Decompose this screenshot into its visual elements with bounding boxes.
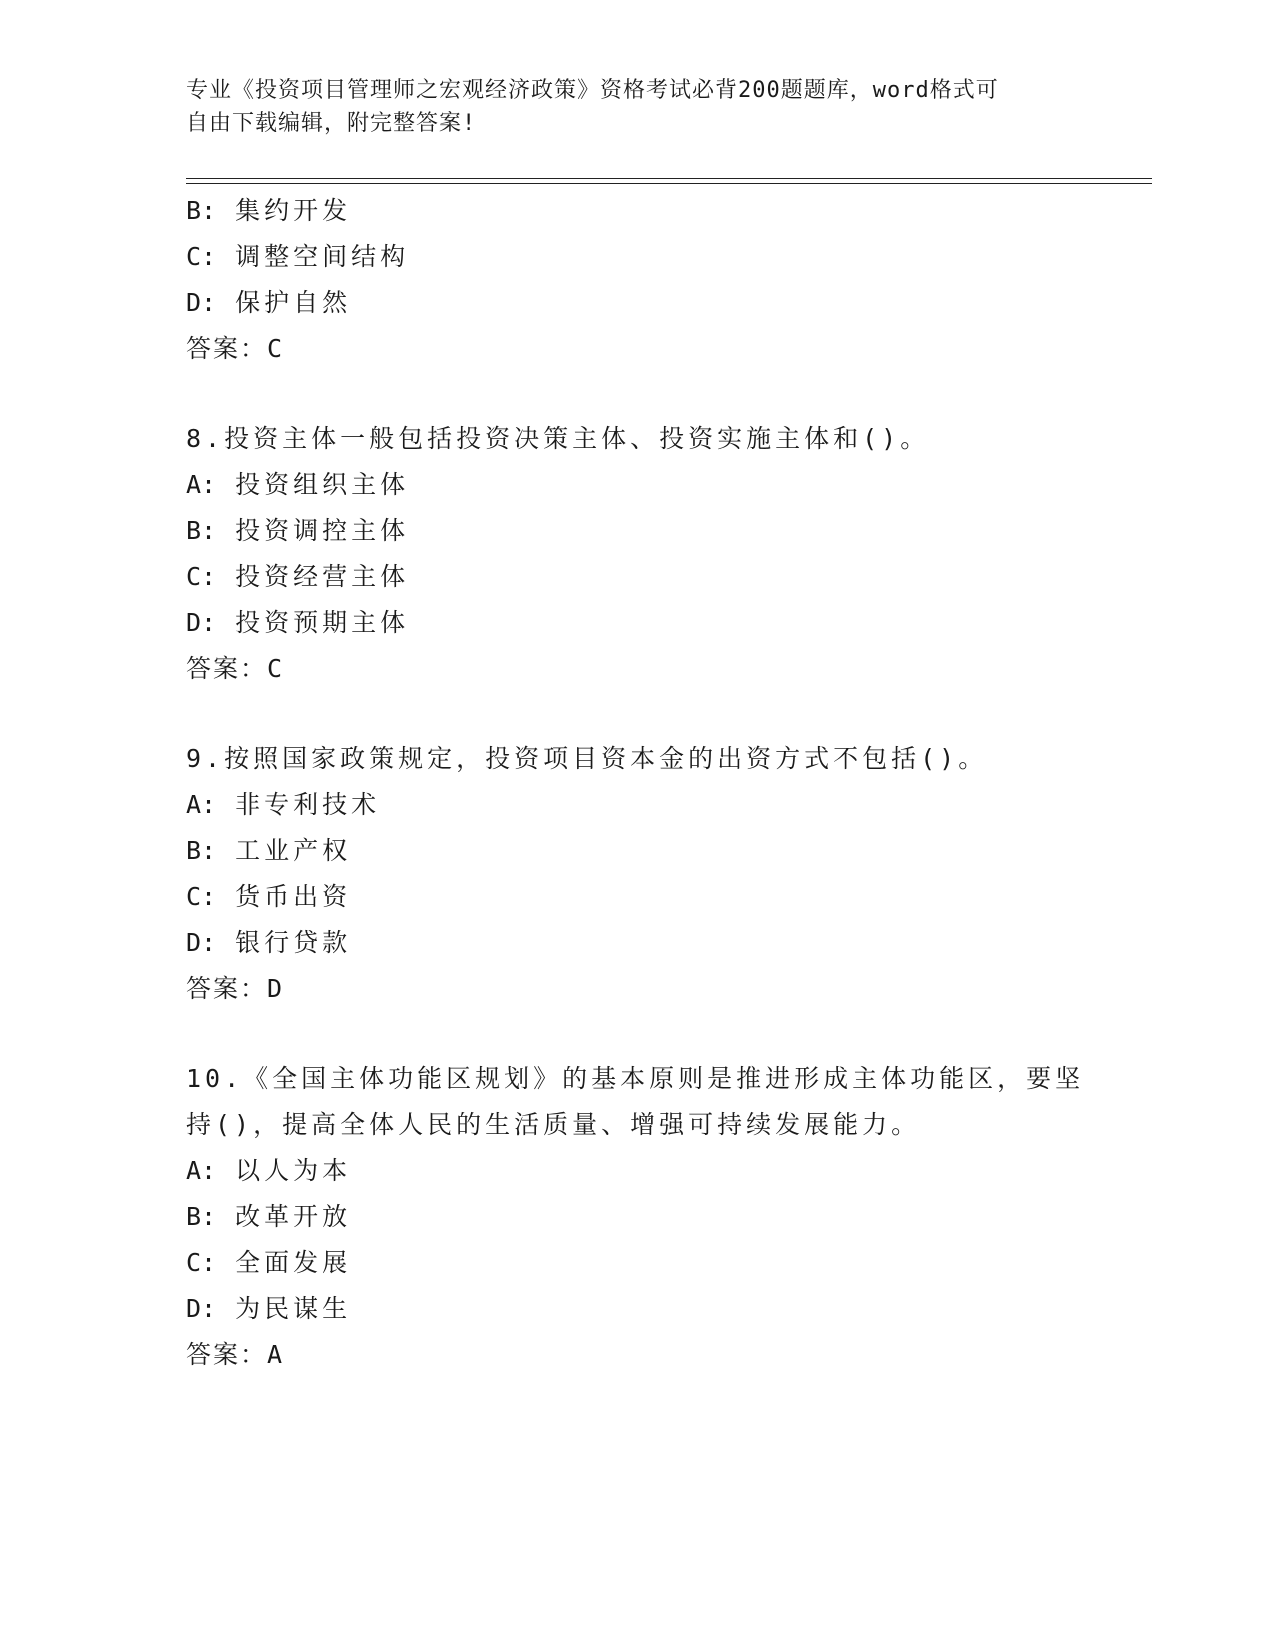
option-c (186, 874, 1086, 920)
question-text: 8.投资主体一般包括投资决策主体、投资实施主体和()。 (186, 424, 930, 453)
answer-line: 答案：A (186, 1340, 285, 1369)
option-text: 银行贷款 (235, 928, 352, 957)
option-label: C: (186, 242, 217, 271)
option-b (186, 508, 1086, 554)
option-label: B: (186, 196, 217, 225)
option-text: 投资预期主体 (235, 608, 410, 637)
option-d (186, 600, 1086, 646)
option-text: 保护自然 (235, 288, 352, 317)
answer-line: 答案：C (186, 334, 285, 363)
option-b (186, 188, 1086, 234)
option-label: B: (186, 836, 217, 865)
option-label: A: (186, 470, 217, 499)
option-text: 投资组织主体 (235, 470, 410, 499)
option-text: 非专利技术 (235, 790, 381, 819)
header-divider-bottom (186, 183, 1152, 184)
option-c (186, 1240, 1086, 1286)
option-label: A: (186, 790, 217, 819)
option-label: D: (186, 928, 217, 957)
option-text: 集约开发 (235, 196, 352, 225)
option-text: 以人为本 (235, 1156, 352, 1185)
option-d (186, 920, 1086, 966)
spacer (186, 372, 1086, 416)
question-text: 10.《全国主体功能区规划》的基本原则是推进形成主体功能区，要坚持()，提高全体人民的生活质量、增强可持续发展能力。 (186, 1064, 1085, 1139)
answer-line: 答案：D (186, 974, 285, 1003)
option-text: 投资经营主体 (235, 562, 410, 591)
option-label: B: (186, 1202, 217, 1231)
question-block-10 (186, 1056, 1086, 1378)
spacer (186, 692, 1086, 736)
answer-line: 答案：C (186, 654, 285, 683)
option-d (186, 1286, 1086, 1332)
document-header (186, 74, 1066, 140)
option-text: 全面发展 (235, 1248, 352, 1277)
option-text: 为民谋生 (235, 1294, 352, 1323)
option-text: 改革开放 (235, 1202, 352, 1231)
header-divider-top (186, 178, 1152, 179)
option-text: 工业产权 (235, 836, 352, 865)
option-b (186, 1194, 1086, 1240)
question-block-8 (186, 416, 1086, 692)
option-a (186, 1148, 1086, 1194)
question-block-partial (186, 188, 1086, 372)
spacer (186, 1012, 1086, 1056)
option-label: C: (186, 882, 217, 911)
option-label: C: (186, 1248, 217, 1277)
header-line-2: 自由下载编辑，附完整答案! (186, 111, 477, 136)
option-text: 调整空间结构 (235, 242, 410, 271)
option-d (186, 280, 1086, 326)
option-label: C: (186, 562, 217, 591)
option-label: D: (186, 288, 217, 317)
option-text: 货币出资 (235, 882, 352, 911)
option-c (186, 554, 1086, 600)
option-label: D: (186, 1294, 217, 1323)
header-line-1: 专业《投资项目管理师之宏观经济政策》资格考试必背200题题库，word格式可 (186, 78, 999, 103)
option-a (186, 782, 1086, 828)
question-block-9 (186, 736, 1086, 1012)
option-text: 投资调控主体 (235, 516, 410, 545)
question-text: 9.按照国家政策规定，投资项目资本金的出资方式不包括()。 (186, 744, 988, 773)
option-a (186, 462, 1086, 508)
option-label: D: (186, 608, 217, 637)
option-label: A: (186, 1156, 217, 1185)
option-b (186, 828, 1086, 874)
option-label: B: (186, 516, 217, 545)
option-c (186, 234, 1086, 280)
question-list (186, 188, 1086, 1378)
